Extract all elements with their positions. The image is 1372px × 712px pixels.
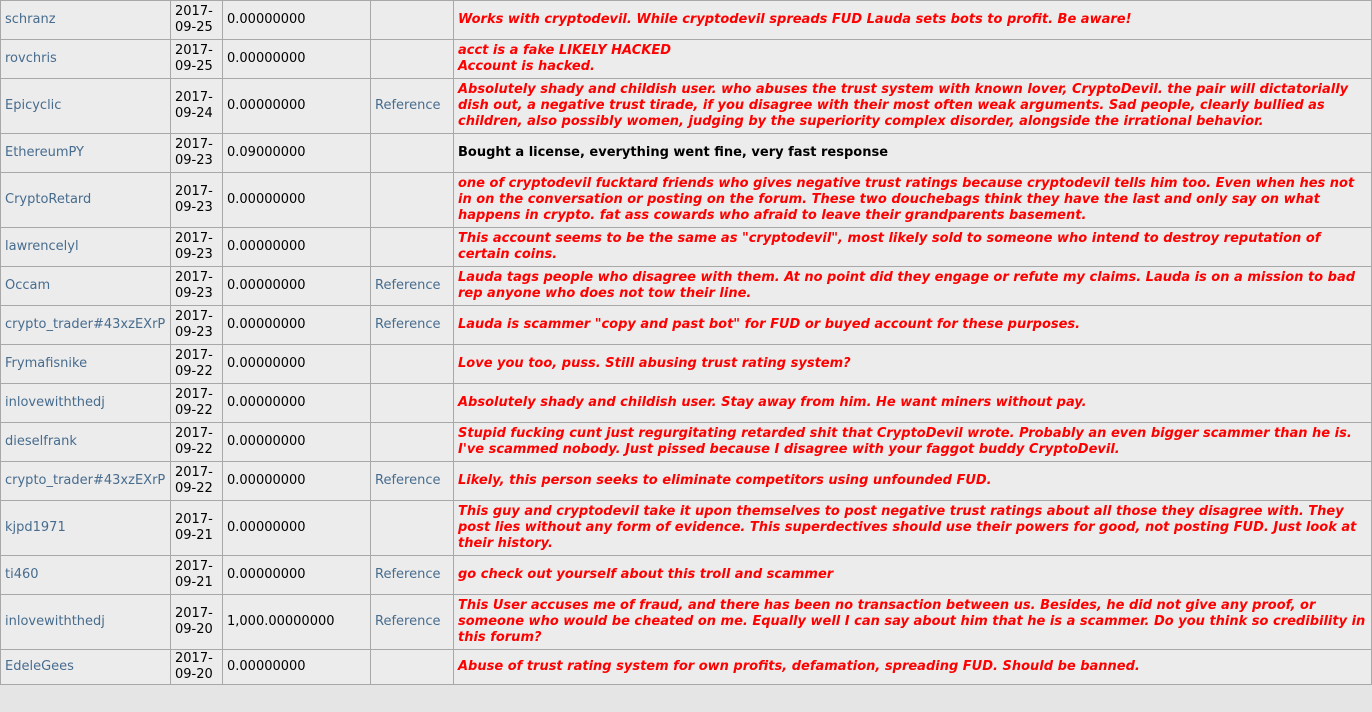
user-link[interactable]: ti460 [1,556,171,595]
reference-link [371,423,454,462]
reference-link [371,134,454,173]
feedback-date: 2017- 09-20 [171,595,223,650]
user-link[interactable]: lawrencelyl [1,228,171,267]
feedback-text: Bought a license, everything went fine, very fast response [454,134,1372,173]
table-row [1,134,1372,173]
risked-amount: 0.00000000 [223,462,371,501]
reference-link[interactable]: Reference [371,267,454,306]
reference-link [371,1,454,40]
user-link[interactable]: dieselfrank [1,423,171,462]
table-row [1,650,1372,685]
feedback-text: acct is a fake LIKELY HACKED Account is hacked. [454,40,1372,79]
risked-amount: 0.00000000 [223,79,371,134]
user-link[interactable]: schranz [1,1,171,40]
feedback-text: Lauda is scammer "copy and past bot" for FUD or buyed account for these purposes. [454,306,1372,345]
reference-link [371,501,454,556]
risked-amount: 0.00000000 [223,267,371,306]
feedback-text: one of cryptodevil fucktard friends who gives negative trust ratings because cryptodevil tells him too. Even when hes not in on the conversation or posting on the forum. These two douchebags think they have the last and only say on what happens in crypto. fat ass cowards who afraid to leave their grandparents basement. [454,173,1372,228]
risked-amount: 0.00000000 [223,345,371,384]
table-row [1,79,1372,134]
table-row [1,345,1372,384]
reference-link [371,650,454,685]
feedback-date: 2017- 09-22 [171,462,223,501]
feedback-text: Absolutely shady and childish user. who abuses the trust system with known lover, CryptoDevil. the pair will dictatorially dish out, a negative trust tirade, if you disagree with their most often weak arguments. Sad people, clearly bullied as children, also possibly women, judging by the superiority complex disorder, alongside the irrational behavior. [454,79,1372,134]
feedback-text: go check out yourself about this troll and scammer [454,556,1372,595]
user-link[interactable]: rovchris [1,40,171,79]
user-link[interactable]: kjpd1971 [1,501,171,556]
table-row [1,501,1372,556]
risked-amount: 0.00000000 [223,556,371,595]
feedback-date: 2017- 09-24 [171,79,223,134]
reference-link[interactable]: Reference [371,79,454,134]
feedback-date: 2017- 09-22 [171,345,223,384]
risked-amount: 0.00000000 [223,1,371,40]
table-row [1,595,1372,650]
table-row [1,228,1372,267]
feedback-date: 2017- 09-22 [171,384,223,423]
reference-link [371,173,454,228]
feedback-date: 2017- 09-23 [171,173,223,228]
reference-link [371,345,454,384]
reference-link[interactable]: Reference [371,306,454,345]
feedback-text: This account seems to be the same as "cryptodevil", most likely sold to someone who intend to destroy reputation of certain coins. [454,228,1372,267]
risked-amount: 0.00000000 [223,173,371,228]
user-link[interactable]: CryptoRetard [1,173,171,228]
risked-amount: 0.00000000 [223,306,371,345]
feedback-text: Likely, this person seeks to eliminate competitors using unfounded FUD. [454,462,1372,501]
user-link[interactable]: Occam [1,267,171,306]
table-row [1,40,1372,79]
feedback-date: 2017- 09-23 [171,306,223,345]
reference-link[interactable]: Reference [371,556,454,595]
table-row [1,1,1372,40]
table-row [1,423,1372,462]
feedback-date: 2017- 09-22 [171,423,223,462]
risked-amount: 1,000.00000000 [223,595,371,650]
feedback-text: Absolutely shady and childish user. Stay away from him. He want miners without pay. [454,384,1372,423]
reference-link [371,228,454,267]
risked-amount: 0.09000000 [223,134,371,173]
feedback-date: 2017- 09-21 [171,556,223,595]
feedback-date: 2017- 09-25 [171,1,223,40]
user-link[interactable]: crypto_trader#43xzEXrP [1,462,171,501]
feedback-date: 2017- 09-23 [171,267,223,306]
user-link[interactable]: inlovewiththedj [1,595,171,650]
feedback-text: Abuse of trust rating system for own profits, defamation, spreading FUD. Should be banned. [454,650,1372,685]
user-link[interactable]: EdeleGees [1,650,171,685]
risked-amount: 0.00000000 [223,40,371,79]
feedback-text: Works with cryptodevil. While cryptodevil spreads FUD Lauda sets bots to profit. Be aware! [454,1,1372,40]
risked-amount: 0.00000000 [223,650,371,685]
feedback-text: Stupid fucking cunt just regurgitating retarded shit that CryptoDevil wrote. Probably an even bigger scammer than he is. I've scammed nobody. Just pissed because I disagree with your faggot buddy CryptoDevil. [454,423,1372,462]
table-row [1,173,1372,228]
feedback-date: 2017- 09-23 [171,134,223,173]
risked-amount: 0.00000000 [223,501,371,556]
risked-amount: 0.00000000 [223,423,371,462]
risked-amount: 0.00000000 [223,228,371,267]
table-row [1,267,1372,306]
trust-feedback-body [1,1,1372,685]
user-link[interactable]: inlovewiththedj [1,384,171,423]
table-row [1,306,1372,345]
reference-link[interactable]: Reference [371,462,454,501]
feedback-text: Love you too, puss. Still abusing trust rating system? [454,345,1372,384]
feedback-date: 2017- 09-21 [171,501,223,556]
reference-link [371,384,454,423]
reference-link [371,40,454,79]
user-link[interactable]: Frymafisnike [1,345,171,384]
table-row [1,462,1372,501]
feedback-text: Lauda tags people who disagree with them. At no point did they engage or refute my claims. Lauda is on a mission to bad rep anyone who does not tow their line. [454,267,1372,306]
user-link[interactable]: crypto_trader#43xzEXrP [1,306,171,345]
feedback-text: This User accuses me of fraud, and there has been no transaction between us. Besides, he did not give any proof, or someone who would be cheated on me. Equally well I can say about him that he is a scammer. Do you think so credibility in this forum? [454,595,1372,650]
reference-link[interactable]: Reference [371,595,454,650]
risked-amount: 0.00000000 [223,384,371,423]
table-row [1,556,1372,595]
feedback-date: 2017- 09-23 [171,228,223,267]
table-row [1,384,1372,423]
feedback-date: 2017- 09-20 [171,650,223,685]
user-link[interactable]: EthereumPY [1,134,171,173]
feedback-text: This guy and cryptodevil take it upon themselves to post negative trust ratings about all those they disagree with. They post lies without any form of evidence. This superdectives should use their powers for good, not posting FUD. Just look at their history. [454,501,1372,556]
user-link[interactable]: Epicyclic [1,79,171,134]
feedback-date: 2017- 09-25 [171,40,223,79]
